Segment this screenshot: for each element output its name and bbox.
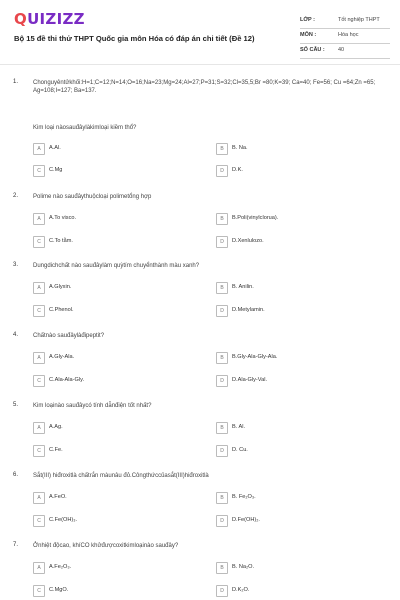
meta-row-count [300, 44, 390, 59]
meta-key: SỐ CÂU : [300, 47, 325, 53]
option-text: D. Cu. [232, 447, 248, 453]
option-text: D.K. [232, 167, 243, 173]
option-letter-box: A [33, 422, 45, 434]
meta-table [300, 14, 390, 59]
option-letter-box: C [33, 375, 45, 387]
option-text: C.Fe. [49, 447, 63, 453]
option-text: B. Na. [232, 145, 248, 151]
question-number: 1. [13, 79, 19, 85]
option-letter-box: A [33, 282, 45, 294]
question-number: 3. [13, 262, 19, 268]
meta-value: Tốt nghiệp THPT [338, 17, 380, 23]
logo-letter-q: Q [14, 10, 28, 28]
option-letter-box: D [216, 236, 228, 248]
option-text: B. Fe₂O₃. [232, 494, 256, 500]
option-text: D.Fe(OH)₂. [232, 517, 260, 523]
option-letter-box: B [216, 143, 228, 155]
header-divider [0, 64, 400, 65]
meta-value: Hóa học [338, 32, 359, 38]
option-letter-box: C [33, 305, 45, 317]
option-letter-box: D [216, 165, 228, 177]
question-text: Chonguyêntửkhối:H=1;C=12;N=14;O=16;Na=23;Mg=24;Al=27;P=31;S=32;Cl=35,5;Br =80;K=39; Ca=40; Fe=56; Cu =64;Zn =65; Ag=108;I=127; Ba=137. [33, 80, 376, 94]
option-text: D.Ala-Gly-Val. [232, 377, 268, 383]
option-text: C.MgO. [49, 587, 69, 593]
option-text: C.Ala-Ala-Gly. [49, 377, 85, 383]
question-text: Kim loạinào sauđâycó tính dẫnđiện tốt nhất? [33, 403, 152, 409]
question-text: Sắt(III) hiđroxitlà chấtrắn màunâu đỏ.Côngthứccủasắt(III)hiđroxitlà [33, 473, 209, 479]
option-letter-box: C [33, 165, 45, 177]
option-text: A.Ag. [49, 424, 63, 430]
option-letter-box: D [216, 375, 228, 387]
question-text: Polime nào sauđâythuộcloại polimetổng hợp [33, 194, 152, 200]
option-text: A.To visco. [49, 215, 77, 221]
option-letter-box: D [216, 585, 228, 597]
option-letter-box: B [216, 352, 228, 364]
logo-wordmark: UIZIZZ [27, 10, 85, 28]
option-letter-box: A [33, 143, 45, 155]
meta-row-class [300, 14, 390, 29]
option-text: A.Fe₂O₃. [49, 564, 72, 570]
meta-key: LỚP : [300, 17, 315, 23]
option-letter-box: B [216, 213, 228, 225]
option-text: D.Metylamin. [232, 307, 265, 313]
option-letter-box: B [216, 492, 228, 504]
question-number: 7. [13, 542, 19, 548]
option-letter-box: B [216, 282, 228, 294]
quizizz-logo [14, 10, 85, 28]
option-letter-box: C [33, 236, 45, 248]
option-letter-box: A [33, 213, 45, 225]
option-letter-box: C [33, 515, 45, 527]
option-text: C.Phenol. [49, 307, 74, 313]
option-letter-box: B [216, 422, 228, 434]
question-text: Dungdichchất nào sauđâylàm quỳtím chuyểnthành màu xanh? [33, 263, 200, 269]
question-number: 4. [13, 332, 19, 338]
option-text: B.Poli(vinylclorua). [232, 215, 279, 221]
question-number: 2. [13, 193, 19, 199]
option-text: A.Al. [49, 145, 61, 151]
option-text: B.Gly-Ala-Gly-Ala. [232, 354, 278, 360]
option-letter-box: D [216, 305, 228, 317]
meta-row-subject [300, 29, 390, 44]
option-text: D.K₂O. [232, 587, 250, 593]
option-letter-box: D [216, 445, 228, 457]
question-text: Chấtnào sauđâylàđipeptit? [33, 333, 105, 339]
option-letter-box: B [216, 562, 228, 574]
option-text: C.Fe(OH)₃. [49, 517, 78, 523]
option-text: B. Anilin. [232, 284, 254, 290]
question-number: 5. [13, 402, 19, 408]
question-number: 6. [13, 472, 19, 478]
option-text: A.Gly-Ala. [49, 354, 75, 360]
option-text: B. Al. [232, 424, 246, 430]
option-text: D.Xenlulozo. [232, 238, 264, 244]
option-letter-box: A [33, 352, 45, 364]
question-text: Ởnhiệt độcao, khíCO khửđượcoxitkimloạinào sauđây? [33, 543, 179, 549]
meta-key: MÔN : [300, 32, 317, 38]
question-subtext: Kim loại nàosauđâylàkimloại kiềm thổ? [33, 125, 137, 131]
option-text: B. Na₂O. [232, 564, 255, 570]
option-text: A.FeO. [49, 494, 67, 500]
option-letter-box: C [33, 585, 45, 597]
option-text: C.Mg [49, 167, 63, 173]
option-letter-box: C [33, 445, 45, 457]
worksheet-title: Bộ 15 đề thi thử THPT Quốc gia môn Hóa có đáp án chi tiết (Đề 12) [14, 34, 255, 43]
option-letter-box: A [33, 492, 45, 504]
meta-value: 40 [338, 47, 345, 53]
option-text: C.To tằm. [49, 238, 73, 244]
option-letter-box: A [33, 562, 45, 574]
option-text: A.Glyxin. [49, 284, 72, 290]
option-letter-box: D [216, 515, 228, 527]
